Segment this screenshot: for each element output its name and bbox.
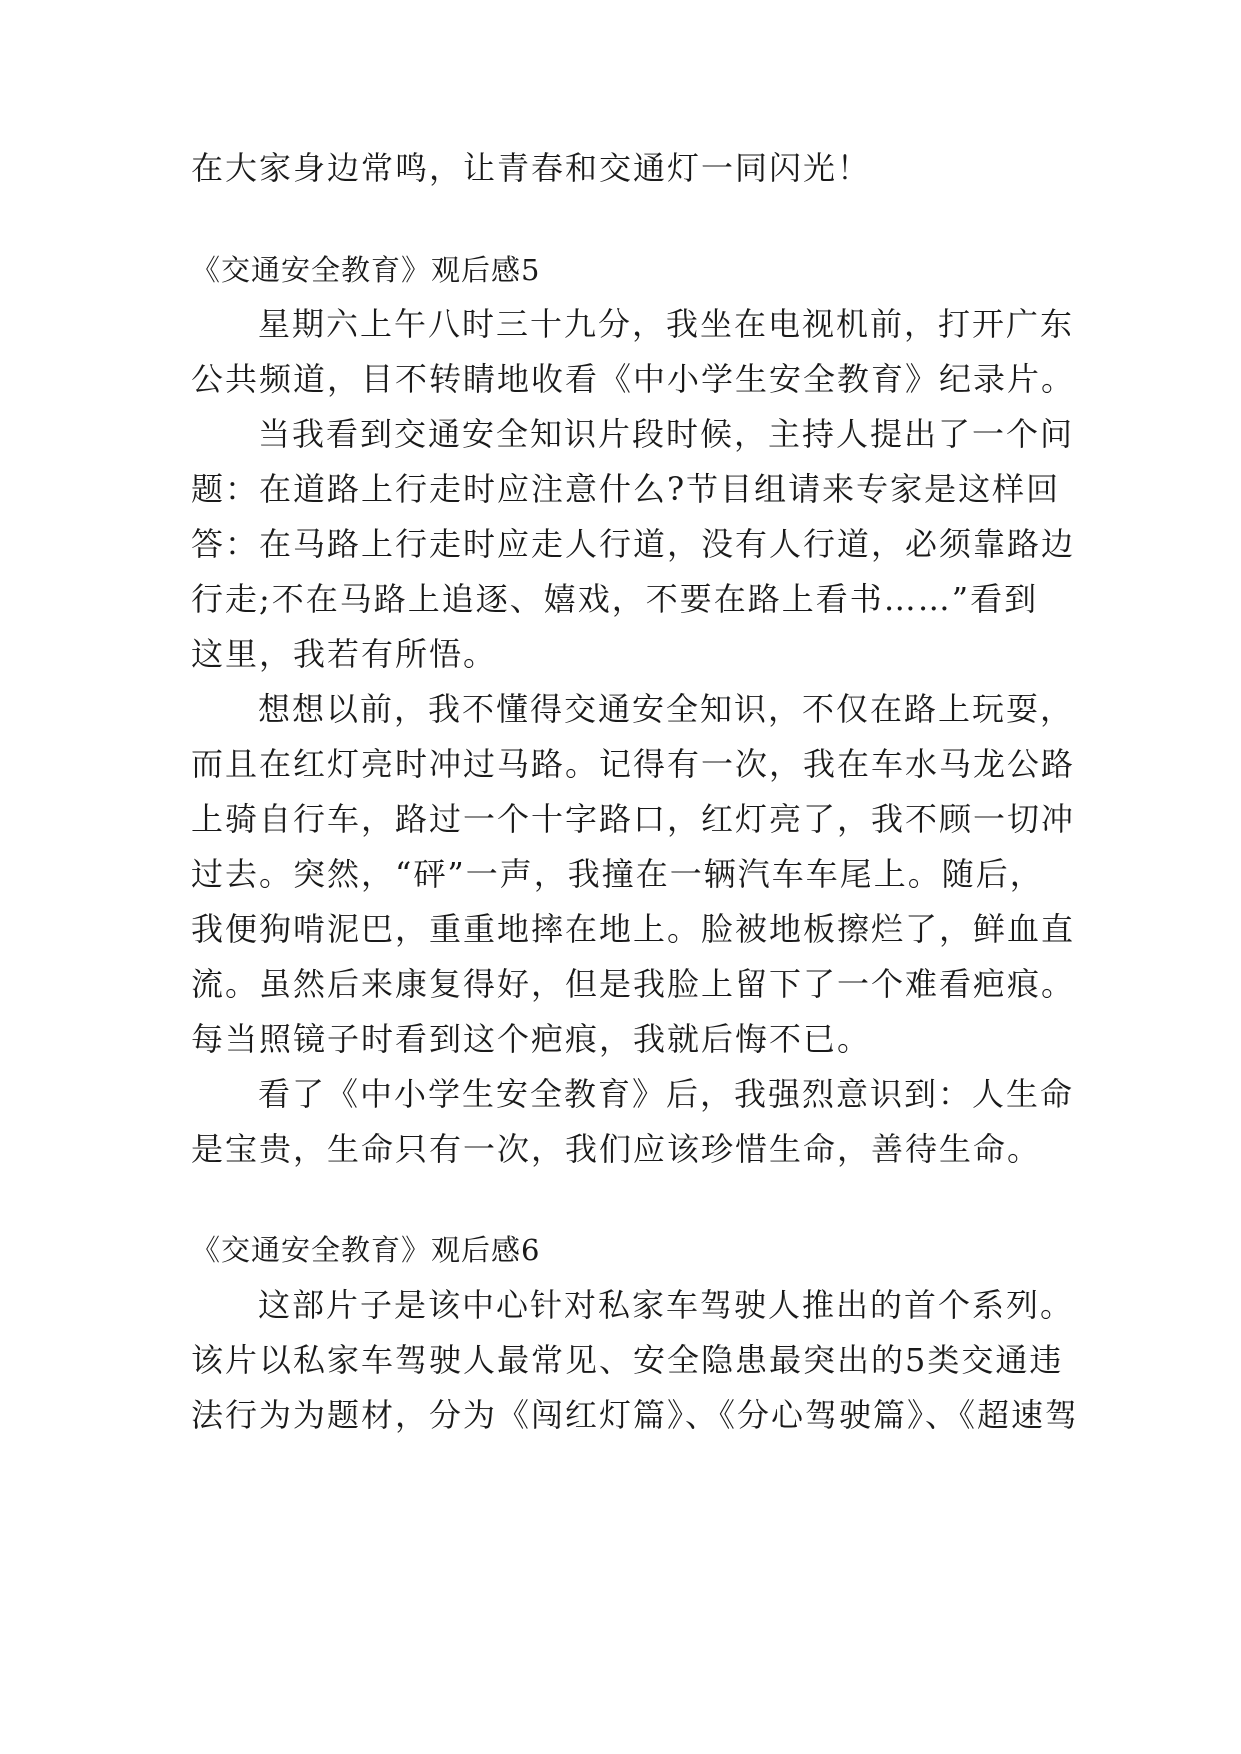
text-line: 在大家身边常鸣，让青春和交通灯一同闪光！ bbox=[191, 149, 872, 187]
text-line: 流。虽然后来康复得好，但是我脸上留下了一个难看疤痕。 bbox=[191, 965, 1076, 1003]
text-line: 每当照镜子时看到这个疤痕，我就后悔不已。 bbox=[191, 1020, 872, 1058]
text-line: 过去。突然，“砰”一声，我撞在一辆汽车车尾上。随后， bbox=[191, 855, 1044, 893]
text-line: 当我看到交通安全知识片段时候，主持人提出了一个问 bbox=[258, 415, 1075, 453]
text-line: 该片以私家车驾驶人最常见、安全隐患最突出的5类交通违 bbox=[191, 1341, 1064, 1379]
text-line: 是宝贵，生命只有一次，我们应该珍惜生命，善待生命。 bbox=[191, 1130, 1042, 1168]
text-line: 题：在道路上行走时应注意什么?节目组请来专家是这样回 bbox=[191, 470, 1061, 508]
text-line: 答：在马路上行走时应走人行道，没有人行道，必须靠路边 bbox=[191, 525, 1076, 563]
text-line: 行走;不在马路上追逐、嬉戏，不要在路上看书……”看到 bbox=[191, 580, 1039, 618]
text-line: 法行为为题材，分为《闯红灯篇》、《分心驾驶篇》、《超速驾 bbox=[191, 1396, 1080, 1434]
text-line: 而且在红灯亮时冲过马路。记得有一次，我在车水马龙公路 bbox=[191, 745, 1076, 783]
text-line: 公共频道，目不转睛地收看《中小学生安全教育》纪录片。 bbox=[191, 360, 1076, 398]
section-heading: 《交通安全教育》观后感5 bbox=[191, 253, 541, 287]
text-line: 想想以前，我不懂得交通安全知识，不仅在路上玩耍， bbox=[258, 690, 1075, 728]
text-line: 上骑自行车，路过一个十字路口，红灯亮了，我不顾一切冲 bbox=[191, 800, 1076, 838]
text-line: 我便狗啃泥巴，重重地摔在地上。脸被地板擦烂了，鲜血直 bbox=[191, 910, 1076, 948]
section-heading: 《交通安全教育》观后感6 bbox=[191, 1233, 541, 1267]
text-line: 这部片子是该中心针对私家车驾驶人推出的首个系列。 bbox=[258, 1286, 1075, 1324]
text-line: 看了《中小学生安全教育》后，我强烈意识到：人生命 bbox=[258, 1075, 1075, 1113]
text-line: 星期六上午八时三十九分，我坐在电视机前，打开广东 bbox=[258, 305, 1075, 343]
text-line: 这里，我若有所悟。 bbox=[191, 635, 498, 673]
